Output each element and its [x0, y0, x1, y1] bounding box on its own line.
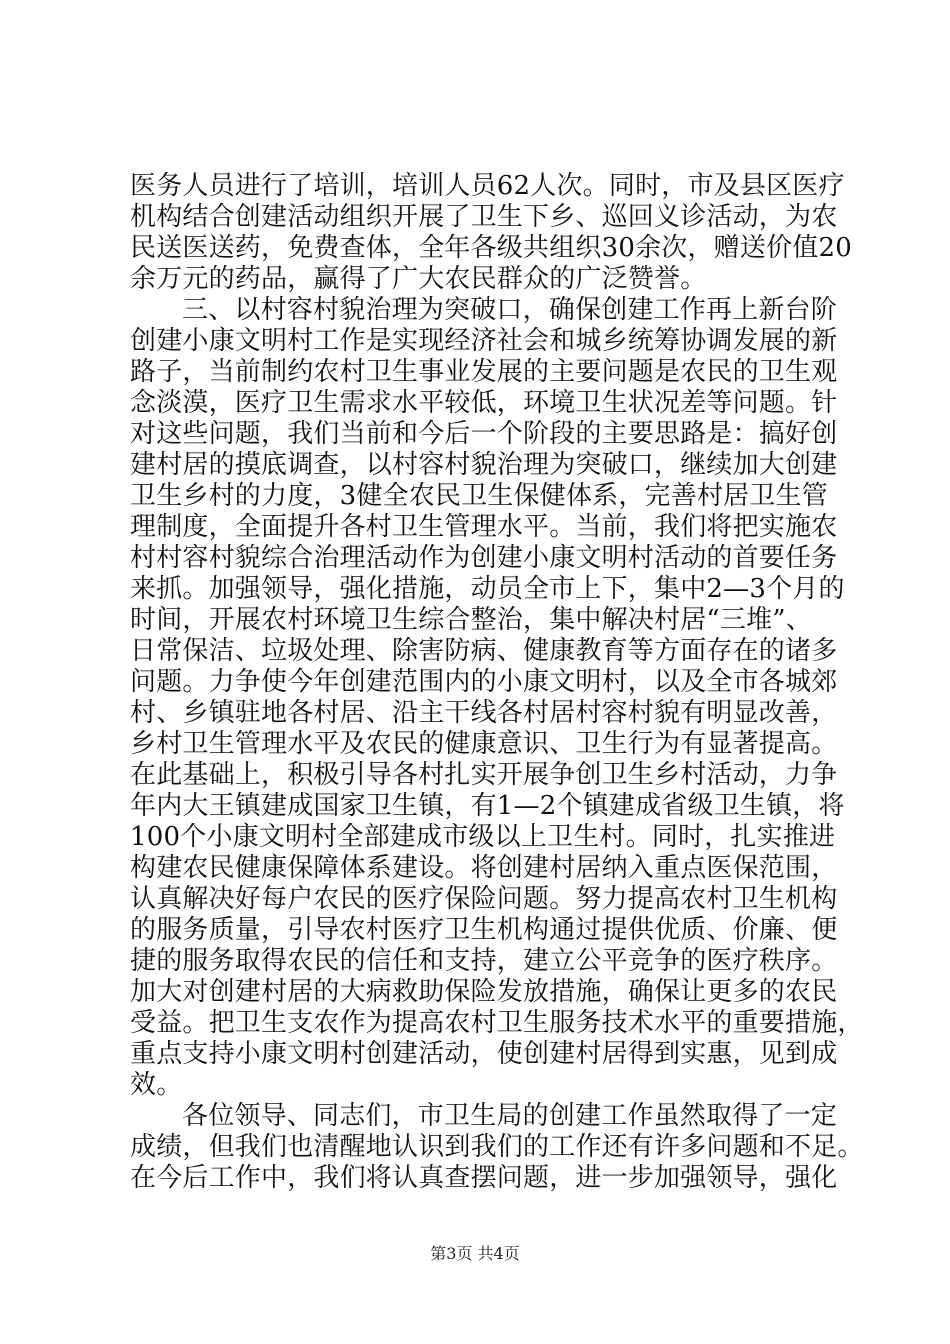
text-line: 在今后工作中，我们将认真查摆问题，进一步加强领导，强化 — [130, 1163, 838, 1193]
text-line: 时间，开展农村环境卫生综合整治，集中解决村居“三堆”、 — [130, 605, 812, 635]
text-line: 年内大王镇建成国家卫生镇，有1—2个镇建成省级卫生镇，将 — [130, 791, 845, 821]
text-line: 建村居的摸底调查，以村容村貌治理为突破口，继续加大创建 — [130, 450, 838, 480]
text-line: 成绩，但我们也清醒地认识到我们的工作还有许多问题和不足。 — [130, 1132, 864, 1162]
text-line: 日常保洁、垃圾处理、除害防病、健康教育等方面存在的诸多 — [130, 636, 838, 666]
text-line: 来抓。加强领导，强化措施，动员全市上下，集中2—3个月的 — [130, 574, 845, 604]
text-line: 构建农民健康保障体系建设。将创建村居纳入重点医保范围， — [130, 853, 838, 883]
text-line: 认真解决好每户农民的医疗保险问题。努力提高农村卫生机构 — [130, 884, 838, 914]
text-line: 村、乡镇驻地各村居、沿主干线各村居村容村貌有明显改善， — [130, 698, 838, 728]
text-line: 对这些问题，我们当前和今后一个阶段的主要思路是：搞好创 — [130, 419, 838, 449]
text-line: 捷的服务取得农民的信任和支持，建立公平竞争的医疗秩序。 — [130, 946, 838, 976]
text-line: 乡村卫生管理水平及农民的健康意识、卫生行为有显著提高。 — [130, 729, 838, 759]
text-line: 念淡漠，医疗卫生需求水平较低，环境卫生状况差等问题。针 — [130, 388, 838, 418]
section-heading: 三、以村容村貌治理为突破口，确保创建工作再上新台阶 — [182, 295, 838, 325]
text-line: 问题。力争使今年创建范围内的小康文明村，以及全市各城郊 — [130, 667, 838, 697]
text-line: 村村容村貌综合治理活动作为创建小康文明村活动的首要任务 — [130, 543, 838, 573]
text-line: 卫生乡村的力度，3健全农民卫生保健体系，完善村居卫生管 — [130, 481, 828, 511]
body-text — [130, 171, 864, 1194]
text-line: 路子，当前制约农村卫生事业发展的主要问题是农民的卫生观 — [130, 357, 838, 387]
text-line: 加大对创建村居的大病救助保险发放措施，确保让更多的农民 — [130, 977, 838, 1007]
text-line: 创建小康文明村工作是实现经济社会和城乡统筹协调发展的新 — [130, 326, 838, 356]
text-line: 在此基础上，积极引导各村扎实开展争创卫生乡村活动，力争 — [130, 760, 838, 790]
text-line: 重点支持小康文明村创建活动，使创建村居得到实惠，见到成 — [130, 1039, 838, 1069]
text-line: 余万元的药品，赢得了广大农民群众的广泛赞誉。 — [130, 264, 707, 294]
page-number-footer: 第3页 共4页 — [430, 1244, 520, 1263]
text-line: 效。 — [130, 1070, 183, 1100]
text-line: 医务人员进行了培训，培训人员62人次。同时，市及县区医疗 — [130, 171, 845, 201]
text-line: 的服务质量，引导农村医疗卫生机构通过提供优质、价廉、便 — [130, 915, 838, 945]
text-line: 受益。把卫生支农作为提高农村卫生服务技术水平的重要措施， — [130, 1008, 864, 1038]
text-line: 100个小康文明村全部建成市级以上卫生村。同时，扎实推进 — [130, 822, 836, 852]
text-line: 民送医送药，免费查体，全年各级共组织30余次，赠送价值20 — [130, 233, 852, 263]
text-line: 理制度，全面提升各村卫生管理水平。当前，我们将把实施农 — [130, 512, 838, 542]
text-line: 各位领导、同志们，市卫生局的创建工作虽然取得了一定 — [182, 1101, 838, 1131]
text-line: 机构结合创建活动组织开展了卫生下乡、巡回义诊活动，为农 — [130, 202, 838, 232]
